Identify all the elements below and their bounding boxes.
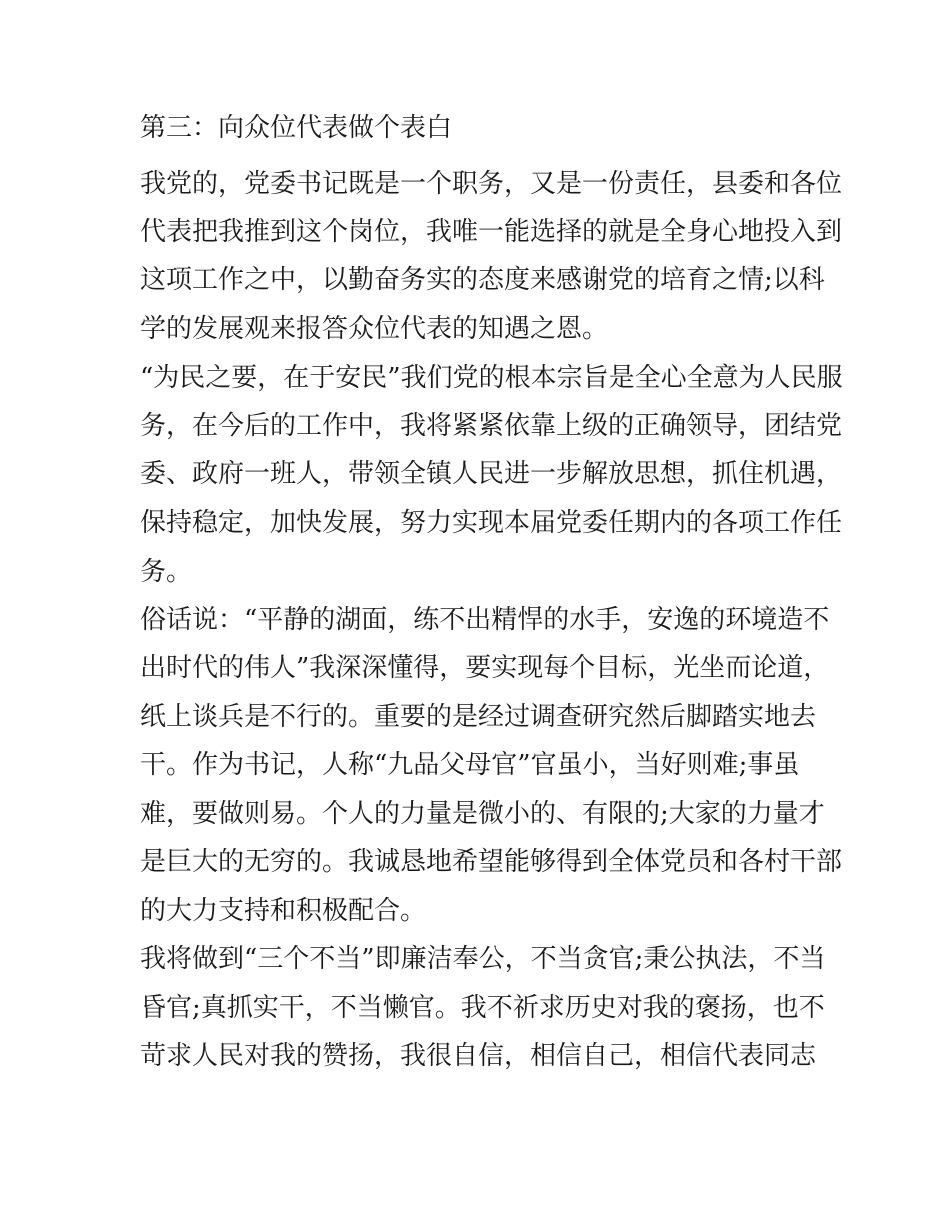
- text-line: 出时代的伟人”我深深懂得，要实现每个目标，光坐而论道，: [140, 653, 830, 683]
- text-line: 委、政府一班人，带领全镇人民进一步解放思想，抓住机遇，: [140, 459, 843, 489]
- text-line: 纸上谈兵是不行的。重要的是经过调查研究然后脚踏实地去: [140, 702, 817, 732]
- text-line: 俗话说：“平静的湖面，练不出精悍的水手，安逸的环境造不: [140, 605, 830, 635]
- text-line: 苛求人民对我的赞扬，我很自信，相信自己，相信代表同志: [140, 1041, 817, 1071]
- text-line: 代表把我推到这个岗位，我唯一能选择的就是全身心地投入到: [140, 217, 843, 247]
- text-line: 这项工作之中，以勤奋务实的态度来感谢党的培育之情;以科: [140, 265, 825, 295]
- text-line: 我党的，党委书记既是一个职务，又是一份责任，县委和各位: [140, 169, 843, 199]
- text-line: 务。: [140, 557, 193, 587]
- text-line: 是巨大的无穷的。我诚恳地希望能够得到全体党员和各村干部: [140, 847, 843, 877]
- text-line: 我将做到“三个不当”即廉洁奉公，不当贪官;秉公执法，不当: [140, 944, 826, 974]
- text-line: 干。作为书记，人称“九品父母官”官虽小，当好则难;事虽: [140, 750, 800, 780]
- text-line: 第三：向众位代表做个表白: [140, 113, 453, 143]
- text-line: 保持稳定，加快发展，努力实现本届党委任期内的各项工作任: [140, 508, 843, 538]
- text-line: 学的发展观来报答众位代表的知遇之恩。: [140, 314, 609, 344]
- text-line: 难，要做则易。个人的力量是微小的、有限的;大家的力量才: [140, 799, 825, 829]
- text-line: 务，在今后的工作中，我将紧紧依靠上级的正确领导，团结党: [140, 411, 843, 441]
- text-line: 昏官;真抓实干，不当懒官。我不祈求历史对我的褒扬，也不: [140, 993, 825, 1023]
- text-line: 的大力支持和积极配合。: [140, 896, 427, 926]
- text-line: “为民之要，在于安民”我们党的根本宗旨是全心全意为人民服: [140, 363, 843, 393]
